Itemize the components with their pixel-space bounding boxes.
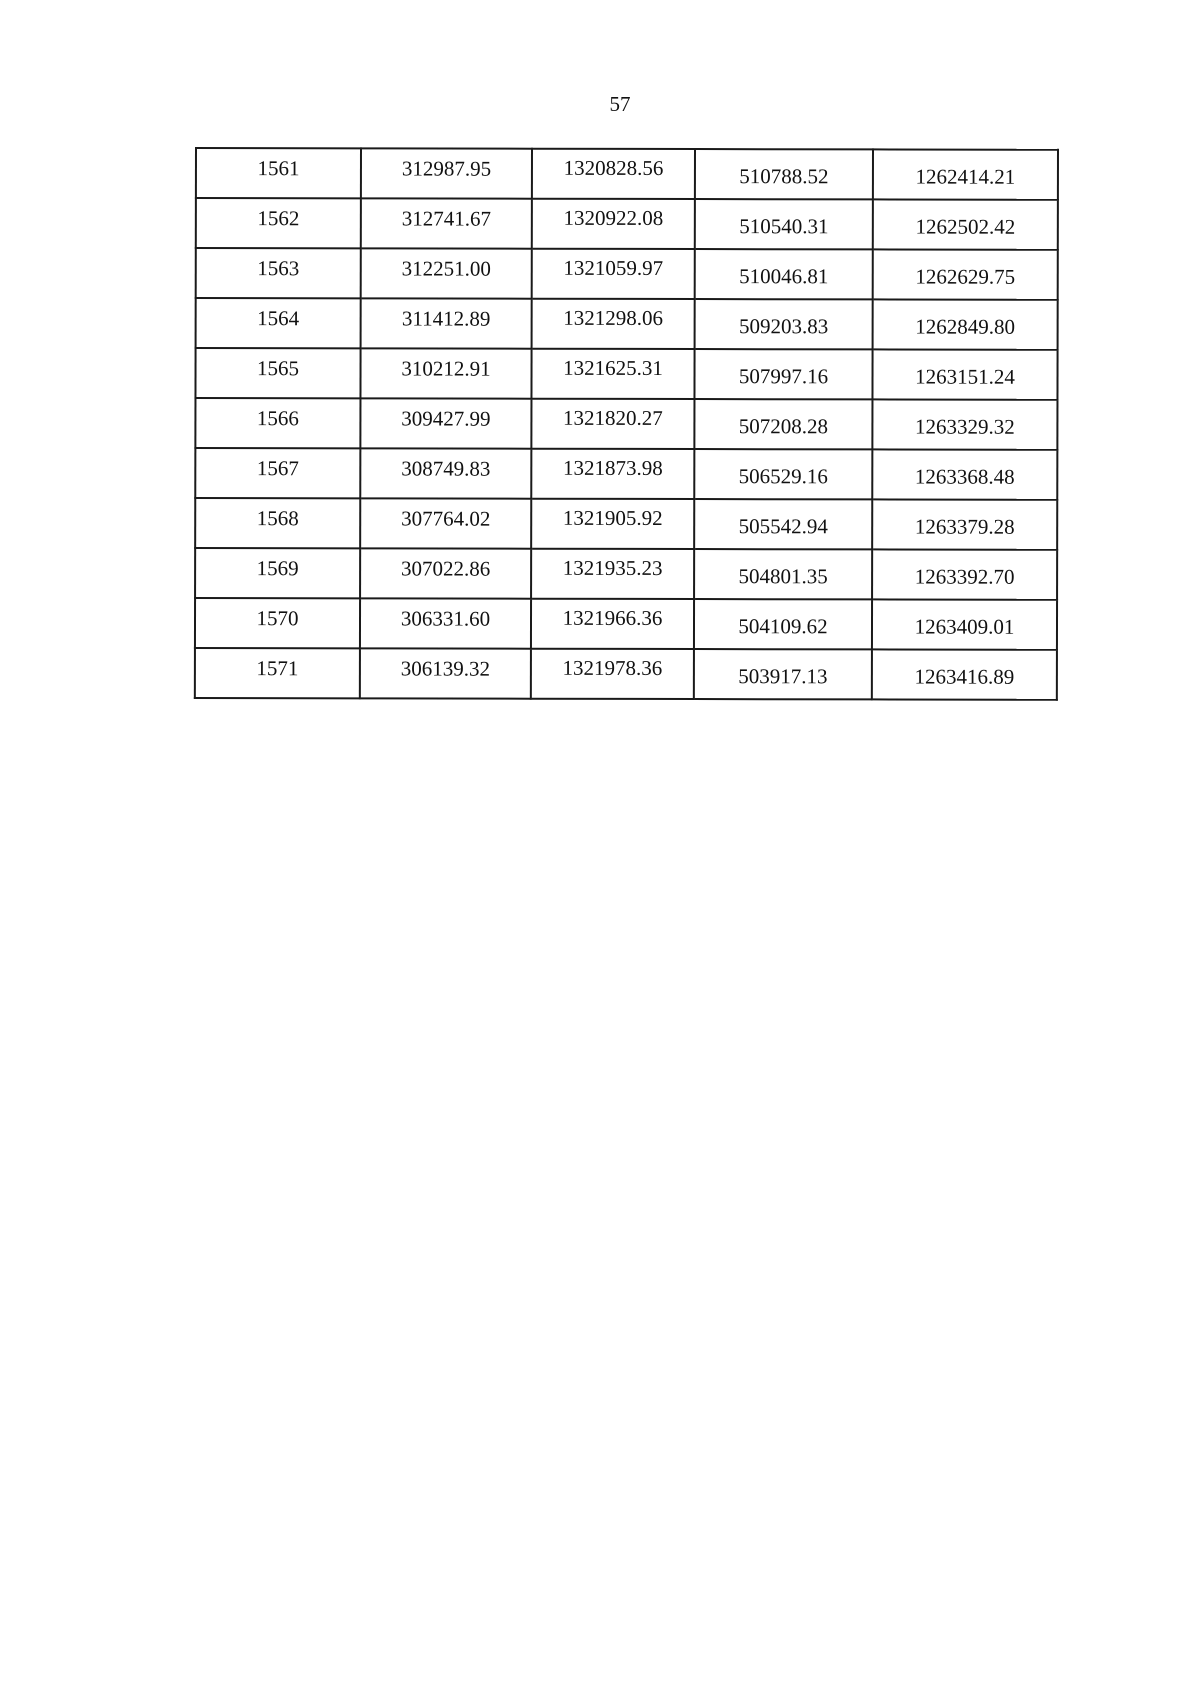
cell-value: 1563 xyxy=(257,256,300,281)
cell-value: 1321873.98 xyxy=(562,455,663,480)
point-number-cell xyxy=(196,198,361,248)
cell-value: 510540.31 xyxy=(739,214,829,239)
coordinate-cell xyxy=(360,448,531,498)
cell-value: 1561 xyxy=(257,156,300,181)
cell-value: 1565 xyxy=(257,356,300,381)
cell-value: 1321966.36 xyxy=(562,605,663,630)
cell-value: 509203.83 xyxy=(738,314,829,339)
cell-value: 1320922.08 xyxy=(563,205,664,230)
cell-value: 504109.62 xyxy=(738,614,828,639)
cell-value: 1569 xyxy=(256,556,299,581)
coordinate-cell xyxy=(873,149,1058,199)
table-row xyxy=(195,448,1057,500)
cell-value: 311412.89 xyxy=(401,306,491,331)
table-row xyxy=(195,648,1057,700)
cell-value: 310212.91 xyxy=(401,356,491,381)
coordinate-table xyxy=(194,147,1059,701)
cell-value: 312741.67 xyxy=(401,206,492,231)
cell-value: 1321625.31 xyxy=(563,355,663,380)
coordinate-cell xyxy=(694,449,872,499)
cell-value: 1263329.32 xyxy=(915,414,1015,439)
coordinate-cell xyxy=(694,399,872,449)
cell-value: 1567 xyxy=(256,456,299,481)
coordinate-cell xyxy=(361,248,532,298)
table-row xyxy=(196,248,1058,300)
coordinate-cell xyxy=(872,399,1057,449)
coordinate-cell xyxy=(872,499,1057,549)
cell-value: 1262502.42 xyxy=(915,214,1016,239)
coordinate-cell xyxy=(532,199,695,249)
cell-value: 506529.16 xyxy=(738,464,828,489)
cell-value: 504801.35 xyxy=(738,564,828,589)
cell-value: 1321820.27 xyxy=(563,405,663,430)
coordinate-cell xyxy=(360,598,531,648)
point-number-cell xyxy=(195,398,360,448)
coordinate-cell xyxy=(531,349,694,399)
cell-value: 1263392.70 xyxy=(914,564,1015,589)
coordinate-cell xyxy=(361,198,532,248)
table-row xyxy=(195,398,1057,450)
cell-value: 1263379.28 xyxy=(914,514,1015,539)
cell-value: 1321059.97 xyxy=(563,255,664,280)
cell-value: 308749.83 xyxy=(401,456,491,481)
coordinate-cell xyxy=(360,498,531,548)
page-number: 57 xyxy=(609,92,631,116)
cell-value: 510046.81 xyxy=(739,264,829,289)
coordinate-cell xyxy=(360,648,531,698)
cell-value: 1262849.80 xyxy=(915,314,1016,339)
coordinate-cell xyxy=(531,399,694,449)
cell-value: 307022.86 xyxy=(400,556,491,581)
coordinate-cell xyxy=(532,299,695,349)
coordinate-cell xyxy=(531,599,694,649)
table-row xyxy=(196,198,1058,250)
coordinate-cell xyxy=(695,249,873,299)
point-number-cell xyxy=(196,248,361,298)
table-row xyxy=(195,598,1057,650)
cell-value: 505542.94 xyxy=(738,514,828,539)
coordinate-cell xyxy=(361,148,532,198)
point-number-cell xyxy=(195,548,360,598)
cell-value: 1568 xyxy=(256,506,299,531)
cell-value: 306331.60 xyxy=(400,606,491,631)
cell-value: 306139.32 xyxy=(400,656,491,681)
coordinate-cell xyxy=(872,649,1057,699)
coordinate-cell xyxy=(694,499,872,549)
cell-value: 1564 xyxy=(257,306,300,331)
coordinate-cell xyxy=(695,199,873,249)
coordinate-cell xyxy=(873,199,1058,249)
cell-value: 1321298.06 xyxy=(563,305,664,330)
coordinate-cell xyxy=(872,599,1057,649)
coordinate-cell xyxy=(873,299,1058,349)
cell-value: 1262629.75 xyxy=(915,264,1016,289)
coordinate-cell xyxy=(361,298,532,348)
coordinate-cell xyxy=(532,249,695,299)
coordinate-cell xyxy=(532,149,695,199)
point-number-cell xyxy=(195,498,360,548)
coordinate-cell xyxy=(694,649,872,699)
point-number-cell xyxy=(196,148,361,198)
cell-value: 1321978.36 xyxy=(562,655,663,680)
coordinate-cell xyxy=(694,349,872,399)
coordinate-cell xyxy=(531,549,694,599)
cell-value: 1263151.24 xyxy=(915,364,1015,389)
cell-value: 1320828.56 xyxy=(563,155,664,180)
cell-value: 1571 xyxy=(256,656,299,681)
cell-value: 1263368.48 xyxy=(914,464,1015,489)
coordinate-cell xyxy=(531,449,694,499)
cell-value: 1263409.01 xyxy=(914,614,1015,639)
coordinate-cell xyxy=(360,548,531,598)
table-row xyxy=(195,348,1057,400)
coordinate-cell xyxy=(531,649,694,699)
cell-value: 1562 xyxy=(257,206,300,231)
table-row xyxy=(195,498,1057,550)
cell-value: 307764.02 xyxy=(401,506,491,531)
coordinate-cell xyxy=(694,549,872,599)
cell-value: 1262414.21 xyxy=(915,164,1016,189)
cell-value: 1321935.23 xyxy=(562,555,663,580)
cell-value: 1321905.92 xyxy=(562,505,663,530)
coordinate-cell xyxy=(872,549,1057,599)
cell-value: 1263416.89 xyxy=(914,664,1015,689)
table-row xyxy=(195,548,1057,600)
cell-value: 510788.52 xyxy=(739,164,829,189)
cell-value: 312987.95 xyxy=(401,156,492,181)
table-row xyxy=(196,148,1058,200)
cell-value: 507208.28 xyxy=(738,414,829,439)
coordinate-cell xyxy=(695,149,873,199)
cell-value: 1570 xyxy=(256,606,299,631)
coordinate-cell xyxy=(872,349,1057,399)
coordinate-cell xyxy=(694,599,872,649)
coordinate-cell xyxy=(695,299,873,349)
coordinate-cell xyxy=(531,499,694,549)
cell-value: 1566 xyxy=(256,406,299,431)
coordinate-cell xyxy=(873,249,1058,299)
point-number-cell xyxy=(196,298,361,348)
point-number-cell xyxy=(195,348,360,398)
cell-value: 309427.99 xyxy=(401,406,491,431)
coordinate-cell xyxy=(360,348,531,398)
cell-value: 507997.16 xyxy=(738,364,829,389)
cell-value: 503917.13 xyxy=(738,664,828,689)
coordinate-cell xyxy=(872,449,1057,499)
point-number-cell xyxy=(195,648,360,698)
table-row xyxy=(196,298,1058,350)
cell-value: 312251.00 xyxy=(401,256,491,281)
point-number-cell xyxy=(195,448,360,498)
point-number-cell xyxy=(195,598,360,648)
table-body xyxy=(195,148,1058,700)
coordinate-cell xyxy=(360,398,531,448)
